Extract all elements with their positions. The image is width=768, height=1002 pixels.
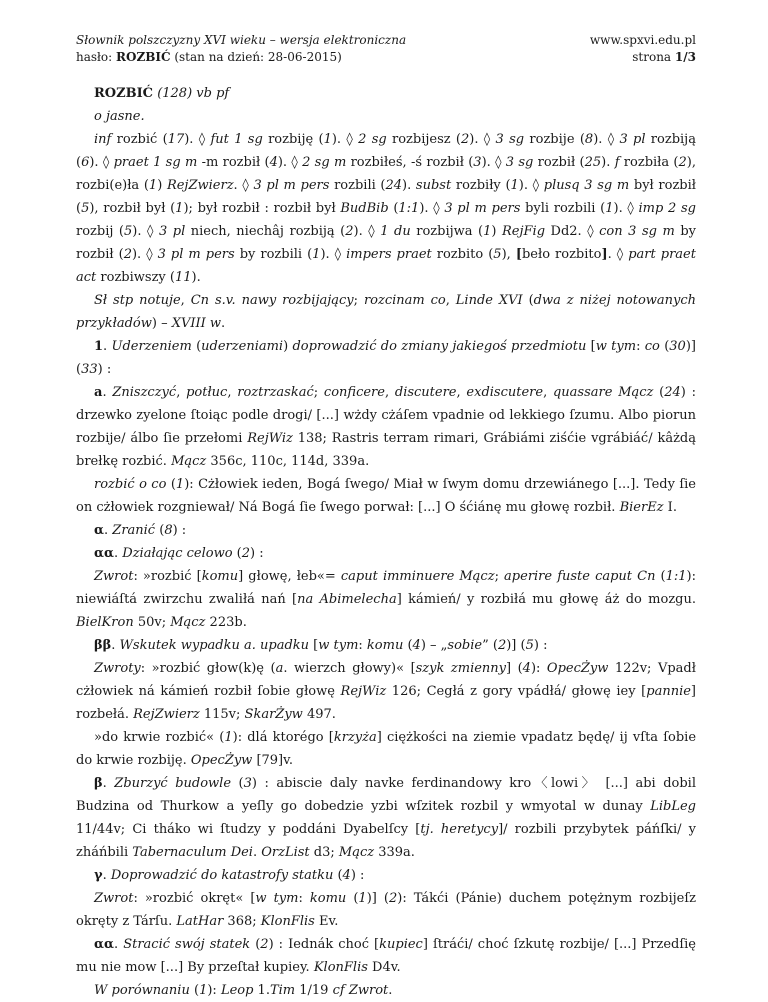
paragraph-sense-gamma: γ. Doprowadzić do katastrofy statku (4) :	[94, 868, 365, 883]
paragraph-zwrot-1: Zwrot: »rozbić [komu] głowę, łeb«= caput imminuere Mącz; aperire fuste caput Cn (1:1): niewiáſtá zwirzchu zwaliłá nań [na Abimelecha] kámień/ y rozbiłá mu głowę áż do mozgu. BielKron 50v; Mącz 223b.	[76, 569, 696, 630]
paragraph-sense-1a-co: rozbić o co (1): Cżłowiek ieden, Bogá ſwego/ Miał w ſwym domu drzewiánego [...]. Tedy ſie on cżłowiek rozgniewał/ Ná Bogá ſie ſwego porwał: [...] O śćiánę mu głowę rozbił. BierEz I.	[76, 477, 696, 515]
entry-paragraphs	[76, 128, 696, 1002]
paragraph-comparison: W porównaniu (1): Leop 1.Tim 1/19 cf Zwrot.	[94, 983, 393, 998]
paragraph-sense-1: 1. Uderzeniem (uderzeniami) doprowadzić do zmiany jakiegoś przedmiotu [w tym: co (30)] (33) :	[76, 339, 696, 377]
entry-headline	[76, 82, 696, 105]
entry-content	[76, 82, 696, 1002]
dictionary-title: Słownik polszczyzny XVI wieku – wersja elektroniczna	[76, 33, 407, 47]
entry-info: hasło: ROZBIĆ (stan na dzień: 28-06-2015)	[76, 50, 342, 64]
paragraph-sense-beta: β. Zburzyć budowle (3) : abiscie daly navke ferdinandowy kro〈lowi〉 [...] abi dobil Budzina od Thurkow a yeſly go dobedzie yzbi wſzitek rozbil y wmyotal w dunay LibLeg 11/44v; Ci tháko wi ſtudzy y poddáni Dyabelſcy [tj. heretycy]/ rozbili przybytek páńſki/ y zháńbili Tabernaculum Dei. OrzList d3; Mącz 339a.	[76, 776, 696, 860]
paragraph-sense-1a: a. Zniszczyć, potłuc, roztrzaskać; conficere, discutere, exdiscutere, quassare Mącz (24) : drzewko zyelone ſtoiąc podle drogi/ [...] wżdy cżáſem vpadnie od lekkiego ſzumu. Albo piorun rozbije/ álbo ſie przełomi RejWiz 138; Rastris terram rimari, Grábiámi ziśćie vgrábiáć/ kâżdą brełkę rozbić. Mącz 356c, 110c, 114d, 339a.	[76, 385, 697, 469]
page-number: strona 1/3	[632, 50, 696, 64]
part-of-speech: vb pf	[196, 86, 230, 101]
headword: ROZBIĆ	[94, 86, 154, 101]
paragraph-zwroty-1: Zwroty: »rozbić głow(k)ę (a. wierzch głowy)« [szyk zmienny] (4): OpecŻyw 122v; Vpadł cżłowiek ná kámień rozbił ſobie głowę RejWiz 126; Cegłá z gory vpádłá/ głowę iey [pannie] rozbełá. RejZwierz 115v; SkarŻyw 497.	[76, 661, 696, 722]
header-left	[76, 32, 406, 66]
paragraph-zwrot-okret: Zwrot: »rozbić okręt« [w tym: komu (1)] (2): Tákći (Pánie) duchem potężnym rozbijeſz okręty z Tárſu. LatHar 368; KlonFlis Ev.	[76, 891, 696, 929]
header-right	[590, 32, 696, 66]
website-link[interactable]: www.spxvi.edu.pl	[589, 33, 696, 47]
paragraph-inflection: inf rozbić (17). ◊ fut 1 sg rozbiję (1). ◊ 2 sg rozbijesz (2). ◊ 3 sg rozbije (8). ◊ 3 pl rozbiją (6). ◊ praet 1 sg m -m rozbił (4). ◊ 2 sg m rozbiłeś, -ś rozbił (3). ◊ 3 sg rozbił (25). f rozbiła (2), rozbi(e)ła (1) RejZwierz. ◊ 3 pl m pers rozbili (24). subst rozbiły (1). ◊ plusq 3 sg m był rozbił (5), rozbił był (1); był rozbił : rozbił był BudBib (1:1). ◊ 3 pl m pers byli rozbili (1). ◊ imp 2 sg rozbij (5). ◊ 3 pl niech, niechâj rozbiją (2). ◊ 1 du rozbijwa (1) RejFig Dd2. ◊ con 3 sg m by rozbił (2). ◊ 3 pl m pers by rozbili (1). ◊ impers praet rozbito (5), [beło rozbito]. ◊ part praet act rozbiwszy (11).	[76, 132, 697, 285]
paragraph-sense-alpha-alpha: αα. Działając celowo (2) :	[94, 546, 264, 561]
paragraph-sources: Sł stp notuje, Cn s.v. nawy rozbijający; rozcinam co, Linde XVI (dwa z niżej notowanych przykładów) – XVIII w.	[76, 293, 697, 331]
paragraph-zwrot-krew: »do krwie rozbić« (1): dlá ktorégo [krzyża] ciężkości na ziemie vpadatz będę/ ij vſta ſobie do krwie rozbiję. OpecŻyw [79]v.	[76, 730, 697, 768]
paragraph-sense-beta-beta: ββ. Wskutek wypadku a. upadku [w tym: komu (4) – „sobie” (2)] (5) :	[94, 638, 548, 653]
vowel-note: o jasne.	[94, 109, 145, 124]
paragraph-sense-alpha: α. Zranić (8) :	[94, 523, 187, 538]
entry-count: (128)	[157, 86, 193, 101]
paragraph-sense-gamma-alpha: αα. Stracić swój statek (2) : Iednák choć [kupiec] ſtráći/ choć ſzkutę rozbije/ [...] Przedſię mu nie mow [...] By przeſtał kupiey. KlonFlis D4v.	[76, 937, 697, 975]
